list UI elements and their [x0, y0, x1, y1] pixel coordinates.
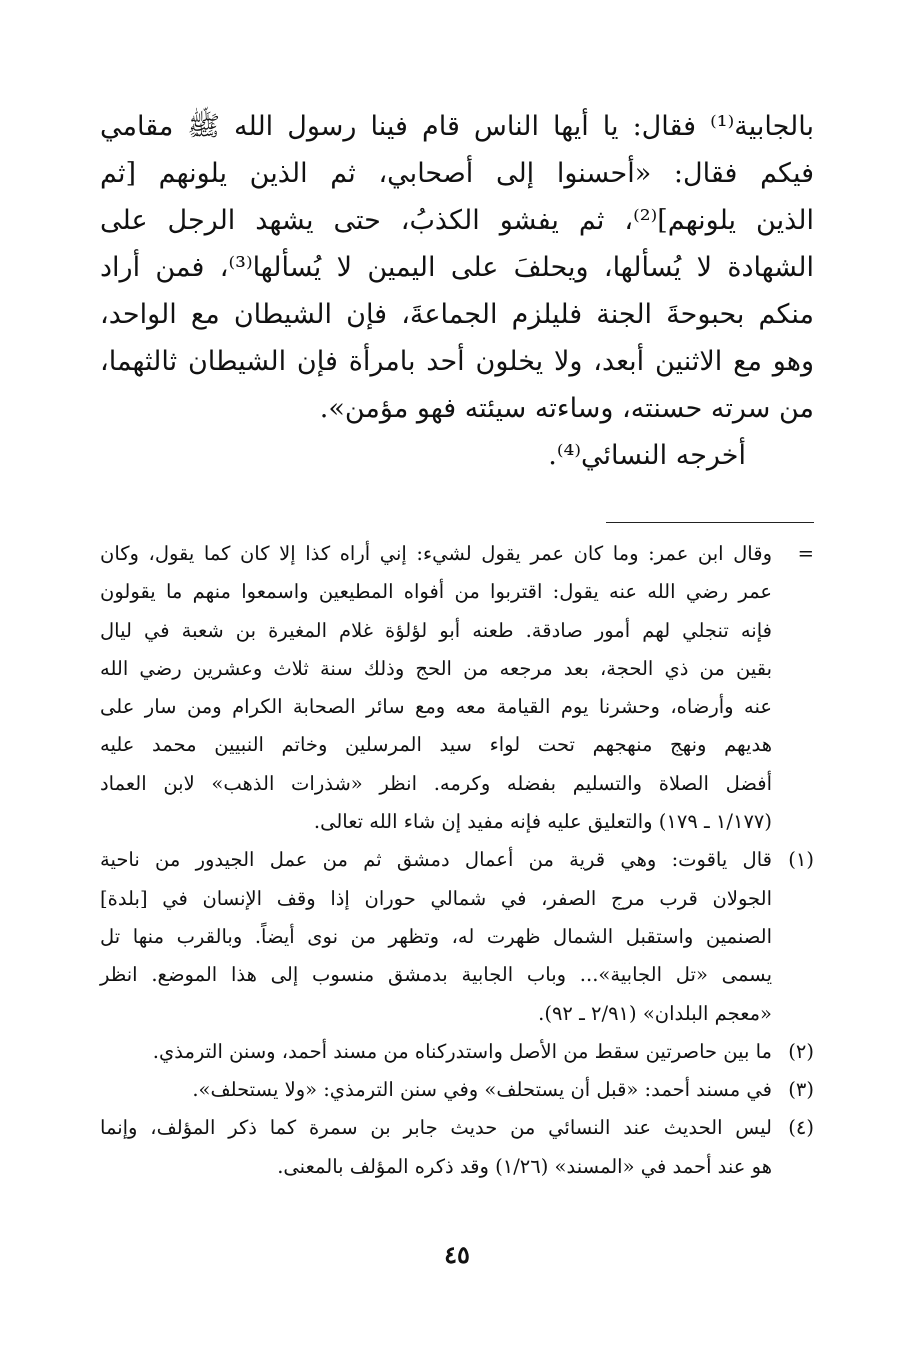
- main-text-line: الشهادة لا يُسألها، ويحلفَ على اليمين لا يُسألها⁽³⁾، فمن أراد: [100, 252, 814, 283]
- footnote-line: عنه وأرضاه، وحشرنا يوم القيامة معه ومع سائر الصحابة الكرام ومن سار على: [100, 695, 772, 719]
- main-text: [100, 103, 814, 479]
- footnote-line: في مسند أحمد: «قبل أن يستحلف» وفي سنن الترمذي: «ولا يستحلف».: [192, 1078, 772, 1102]
- footnote-line: قال ياقوت: وهي قرية من أعمال دمشق ثم من عمل الجيدور من ناحية: [100, 848, 772, 872]
- footnote-line: هديهم ونهج منهجهم تحت لواء سيد المرسلين وخاتم النبيين محمد عليه: [100, 733, 772, 757]
- footnote-marker: =: [797, 542, 814, 565]
- footnote-body: [100, 535, 772, 841]
- main-text-line: الذين يلونهم]⁽²⁾، ثم يفشو الكذبُ، حتى يشهد الرجل على: [100, 205, 815, 236]
- footnote-line: هو عند أحمد في «المسند» (١/٢٦) وقد ذكره المؤلف بالمعنى.: [277, 1154, 772, 1178]
- footnote-marker: (١): [788, 848, 814, 872]
- footnote-line: (١/١٧٧ ـ ١٧٩) والتعليق عليه فإنه مفيد إن شاء الله تعالى.: [313, 810, 772, 834]
- main-text-line: بالجابية⁽¹⁾ فقال: يا أيها الناس قام فينا رسول الله ﷺ مقامي: [100, 111, 814, 142]
- footnote-2: [100, 1033, 814, 1071]
- footnote-line: الصنمين واستقبل الشمال ظهرت له، وتظهر من نوى أيضاً. وبالقرب منها تل: [100, 924, 772, 948]
- footnote-line: ليس الحديث عند النسائي من حديث جابر بن سمرة كما ذكر المؤلف، وإنما: [100, 1116, 772, 1140]
- footnote-line: فإنه تنجلي لهم أمور صادقة. طعنه أبو لؤلؤة غلام المغيرة بن شعبة في ليال: [100, 618, 772, 642]
- footnote-1: [100, 841, 814, 1032]
- main-text-line: وهو مع الاثنين أبعد، ولا يخلون أحد بامرأة فإن الشيطان ثالثهما،: [100, 346, 814, 377]
- main-text-line: منكم بحبوحةَ الجنة فليلزم الجماعةَ، فإن الشيطان مع الواحد،: [100, 299, 814, 330]
- footnote-body: [100, 841, 772, 1032]
- footnote-body: [100, 1071, 772, 1109]
- footnote-marker: (٣): [788, 1078, 814, 1102]
- footnote-body: [100, 1109, 772, 1186]
- footnote-line: الجولان قرب مرج الصفر، في شمالي حوران إذا وقف الإنسان في [بلدة]: [100, 886, 772, 910]
- footnote-body: [100, 1033, 772, 1071]
- footnote-4: [100, 1109, 814, 1186]
- footnote-line: ما بين حاصرتين سقط من الأصل واستدركناه من مسند أحمد، وسنن الترمذي.: [152, 1039, 772, 1063]
- footnote-line: بقين من ذي الحجة، بعد مرجعه من الحج وذلك سنة ثلاث وعشرين رضي الله: [100, 656, 772, 680]
- footnote-line: وقال ابن عمر: وما كان عمر يقول لشيء: إني أراه كذا إلا كان كما يقول، وكان: [100, 542, 772, 565]
- page-number: ٤٥: [444, 1240, 470, 1269]
- main-text-line: فيكم فقال: «أحسنوا إلى أصحابي، ثم الذين يلونهم [ثم: [100, 158, 814, 189]
- footnote-line: أفضل الصلاة والتسليم بفضله وكرمه. انظر «شذرات الذهب» لابن العماد: [100, 771, 772, 795]
- footnote-line: عمر رضي الله عنه يقول: اقتربوا من أفواه المطيعين واسمعوا منهم ما يقولون: [100, 580, 772, 604]
- footnote-3: [100, 1071, 814, 1109]
- footnote-continuation: [100, 535, 814, 841]
- footnote-line: يسمى «تل الجابية»... وباب الجابية بدمشق منسوب إلى هذا الموضع. انظر: [100, 963, 772, 987]
- footnote-marker: (٢): [788, 1039, 814, 1063]
- citation-line: أخرجه النسائي⁽⁴⁾.: [548, 440, 746, 471]
- footnotes: [100, 535, 814, 1186]
- footnote-separator: [606, 522, 814, 523]
- footnote-line: «معجم البلدان» (٢/٩١ ـ ٩٢).: [538, 1001, 772, 1025]
- footnote-marker: (٤): [788, 1116, 814, 1140]
- main-text-line: من سرته حسنته، وساءته سيئته فهو مؤمن».: [319, 393, 814, 424]
